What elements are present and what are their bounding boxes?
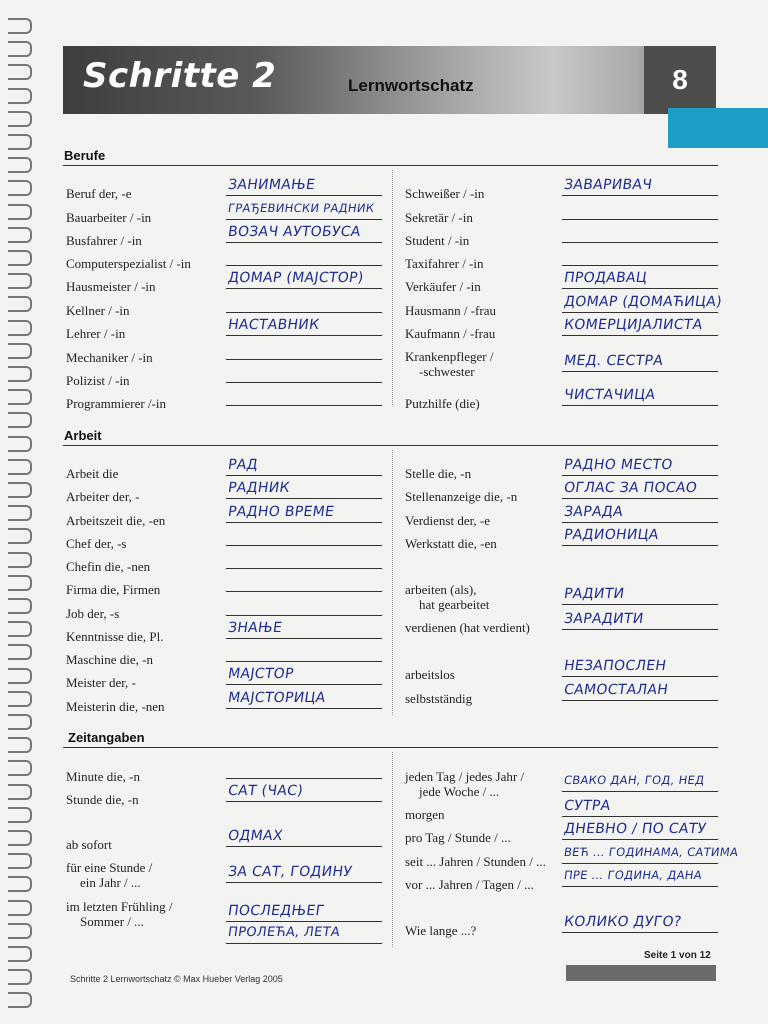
vocab-term: Kaufmann / -frau <box>405 326 496 341</box>
handwritten-answer: ВЕЋ ... ГОДИНАМА, САТИМА <box>563 845 740 859</box>
vocab-term: Lehrer / -in <box>66 326 126 341</box>
answer-line[interactable] <box>226 684 382 685</box>
vocab-term: arbeitslos <box>405 667 455 682</box>
handwritten-answer: САТ (ЧАС) <box>226 783 305 799</box>
spiral-ring <box>8 853 32 869</box>
spiral-ring <box>8 459 32 475</box>
answer-line[interactable] <box>562 335 718 336</box>
vocab-term: Polizist / -in <box>66 373 130 388</box>
spiral-ring <box>8 412 32 428</box>
handwritten-answer: ЗАВАРИВАЧ <box>562 177 654 193</box>
answer-line[interactable] <box>226 265 382 266</box>
answer-line[interactable] <box>562 791 718 792</box>
vocab-term: Mechaniker / -in <box>66 350 153 365</box>
footer-bar <box>566 965 716 981</box>
vocab-term: Stellenanzeige die, -n <box>405 489 518 504</box>
answer-line[interactable] <box>562 545 718 546</box>
vocab-term: Chefin die, -nen <box>66 559 151 574</box>
spiral-ring <box>8 923 32 939</box>
answer-line[interactable] <box>226 778 382 779</box>
spiral-ring <box>8 111 32 127</box>
spiral-ring <box>8 41 32 57</box>
column-divider <box>392 752 393 947</box>
handwritten-answer: ДОМАР (ДОМАЋИЦА) <box>562 294 723 310</box>
spiral-ring <box>8 343 32 359</box>
vocab-term: Stelle die, -n <box>405 466 472 481</box>
spiral-ring <box>8 668 32 684</box>
handwritten-answer: ГРАЂЕВИНСКИ РАДНИК <box>227 201 376 215</box>
handwritten-answer: КОМЕРЦИЈАЛИСТА <box>562 317 704 333</box>
vocab-term: vor ... Jahren / Tagen / ... <box>405 877 534 892</box>
vocab-term: morgen <box>405 807 445 822</box>
section-title-zeitangaben: Zeitangaben <box>68 730 145 745</box>
answer-line[interactable] <box>226 242 382 243</box>
spiral-ring <box>8 18 32 34</box>
vocab-term: pro Tag / Stunde / ... <box>405 830 511 845</box>
answer-line[interactable] <box>226 498 382 499</box>
vocab-term-continued: hat gearbeitet <box>419 597 490 612</box>
handwritten-answer: МАЈСТОРИЦА <box>226 690 327 706</box>
handwritten-answer: ЗАРАДИТИ <box>562 611 645 627</box>
answer-line[interactable] <box>226 335 382 336</box>
handwritten-answer: ОГЛАС ЗА ПОСАО <box>562 480 699 496</box>
spiral-ring <box>8 969 32 985</box>
spiral-binding <box>0 18 40 1018</box>
vocab-term: Computerspezialist / -in <box>66 256 191 271</box>
spiral-ring <box>8 88 32 104</box>
answer-line[interactable] <box>226 219 382 220</box>
spiral-ring <box>8 528 32 544</box>
spiral-ring <box>8 134 32 150</box>
vocab-term-continued: Sommer / ... <box>80 914 144 929</box>
vocab-term: Hausmeister / -in <box>66 279 156 294</box>
section-title-arbeit: Arbeit <box>64 428 102 443</box>
handwritten-answer: ЗАНИМАЊЕ <box>226 177 317 193</box>
spiral-ring <box>8 760 32 776</box>
vocab-term: Kenntnisse die, Pl. <box>66 629 164 644</box>
handwritten-answer: ДОМАР (МАЈСТОР) <box>226 270 365 286</box>
vocab-term: Schweißer / -in <box>405 186 485 201</box>
answer-line[interactable] <box>562 816 718 817</box>
section-rule <box>63 165 718 166</box>
answer-line[interactable] <box>562 522 718 523</box>
answer-line[interactable] <box>226 195 382 196</box>
vocab-term-continued: jede Woche / ... <box>419 784 500 799</box>
answer-line[interactable] <box>226 615 382 616</box>
handwritten-answer: ЧИСТАЧИЦА <box>562 387 657 403</box>
handwritten-answer: НЕЗАПОСЛЕН <box>562 658 668 674</box>
answer-line[interactable] <box>562 242 718 243</box>
accent-tab <box>668 108 768 148</box>
vocab-term: Student / -in <box>405 233 470 248</box>
answer-line[interactable] <box>562 629 718 630</box>
handwritten-answer: ОДМАХ <box>226 828 284 844</box>
answer-line[interactable] <box>226 475 382 476</box>
vocab-term: Bauarbeiter / -in <box>66 210 152 225</box>
answer-line[interactable] <box>226 545 382 546</box>
vocab-term: Taxifahrer / -in <box>405 256 484 271</box>
spiral-ring <box>8 320 32 336</box>
answer-line[interactable] <box>562 676 718 677</box>
vocab-term: Programmierer /-in <box>66 396 166 411</box>
vocab-term: für eine Stunde / <box>66 860 153 875</box>
spiral-ring <box>8 946 32 962</box>
vocab-term: verdienen (hat verdient) <box>405 620 530 635</box>
answer-line[interactable] <box>226 405 382 406</box>
spiral-ring <box>8 505 32 521</box>
answer-line[interactable] <box>562 932 718 933</box>
section-title-berufe: Berufe <box>64 148 106 163</box>
vocab-term: ab sofort <box>66 837 112 852</box>
answer-line[interactable] <box>226 591 382 592</box>
vocab-term: Stunde die, -n <box>66 792 139 807</box>
answer-line[interactable] <box>226 882 382 883</box>
spiral-ring <box>8 227 32 243</box>
vocab-term: seit ... Jahren / Stunden / ... <box>405 854 546 869</box>
vocab-term: Beruf der, -e <box>66 186 132 201</box>
vocab-term: Kellner / -in <box>66 303 130 318</box>
vocab-term: jeden Tag / jedes Jahr / <box>405 769 525 784</box>
spiral-ring <box>8 180 32 196</box>
answer-line[interactable] <box>226 661 382 662</box>
spiral-ring <box>8 366 32 382</box>
answer-line[interactable] <box>562 863 718 864</box>
handwritten-answer: МЕД. СЕСТРА <box>562 353 665 369</box>
answer-line[interactable] <box>562 219 718 220</box>
spiral-ring <box>8 644 32 660</box>
handwritten-answer: РАДИОНИЦА <box>562 527 660 543</box>
brand-title: Schritte 2 <box>83 56 277 96</box>
answer-line[interactable] <box>562 700 718 701</box>
answer-line[interactable] <box>226 382 382 383</box>
spiral-ring <box>8 900 32 916</box>
vocab-term: Verdienst der, -e <box>405 513 491 528</box>
spiral-ring <box>8 389 32 405</box>
section-rule <box>63 747 718 748</box>
handwritten-answer: ВОЗАЧ АУТОБУСА <box>226 224 362 240</box>
vocab-term-continued: -schwester <box>419 364 475 379</box>
vocab-term: Sekretär / -in <box>405 210 473 225</box>
vocab-term: Putzhilfe (die) <box>405 396 480 411</box>
answer-line[interactable] <box>562 195 718 196</box>
spiral-ring <box>8 575 32 591</box>
answer-line[interactable] <box>226 359 382 360</box>
answer-line[interactable] <box>226 801 382 802</box>
vocab-term: Firma die, Firmen <box>66 582 161 597</box>
page-number: Seite 1 von 12 <box>644 950 711 961</box>
answer-line[interactable] <box>226 288 382 289</box>
page-subtitle: Lernwortschatz <box>348 76 474 95</box>
spiral-ring <box>8 598 32 614</box>
vocab-term: Verkäufer / -in <box>405 279 481 294</box>
chapter-number: 8 <box>644 46 716 114</box>
vocab-term: Arbeitszeit die, -en <box>66 513 166 528</box>
spiral-ring <box>8 204 32 220</box>
vocab-term: Krankenpfleger / <box>405 349 494 364</box>
vocab-term: Job der, -s <box>66 606 120 621</box>
spiral-ring <box>8 737 32 753</box>
handwritten-answer: ПРОЛЕЋА, ЛЕТА <box>226 925 341 940</box>
handwritten-answer: ЗА САТ, ГОДИНУ <box>226 864 354 880</box>
handwritten-answer: РАДНИК <box>226 480 291 496</box>
vocab-term: Meister der, - <box>66 675 136 690</box>
answer-line[interactable] <box>226 708 382 709</box>
handwritten-answer: СУТРА <box>562 798 612 814</box>
page-header <box>63 46 716 114</box>
spiral-ring <box>8 830 32 846</box>
handwritten-answer: РАДНО ВРЕМЕ <box>226 504 336 520</box>
vocab-term: Wie lange ...? <box>405 923 477 938</box>
handwritten-answer: ПРОДАВАЦ <box>562 270 649 286</box>
spiral-ring <box>8 552 32 568</box>
handwritten-answer: ЗАРАДА <box>562 504 625 520</box>
vocab-term: arbeiten (als), <box>405 582 477 597</box>
answer-line[interactable] <box>226 638 382 639</box>
answer-line[interactable] <box>226 943 382 944</box>
handwritten-answer: ЗНАЊЕ <box>226 620 284 636</box>
answer-line[interactable] <box>226 568 382 569</box>
answer-line[interactable] <box>226 522 382 523</box>
answer-line[interactable] <box>226 846 382 847</box>
vocab-term-continued: ein Jahr / ... <box>80 875 141 890</box>
vocab-term: im letzten Frühling / <box>66 899 173 914</box>
handwritten-answer: ДНЕВНО / ПО САТУ <box>562 821 708 837</box>
spiral-ring <box>8 157 32 173</box>
vocab-term: Maschine die, -n <box>66 652 154 667</box>
answer-line[interactable] <box>562 839 718 840</box>
answer-line[interactable] <box>562 312 718 313</box>
vocab-term: Meisterin die, -nen <box>66 699 165 714</box>
vocab-term: Werkstatt die, -en <box>405 536 497 551</box>
answer-line[interactable] <box>226 921 382 922</box>
spiral-ring <box>8 992 32 1008</box>
spiral-ring <box>8 64 32 80</box>
answer-line[interactable] <box>562 498 718 499</box>
answer-line[interactable] <box>562 265 718 266</box>
section-rule <box>63 445 718 446</box>
handwritten-answer: РАДИТИ <box>562 586 626 602</box>
column-divider <box>392 170 393 405</box>
vocab-term: Minute die, -n <box>66 769 141 784</box>
vocab-term: selbstständig <box>405 691 473 706</box>
vocab-term: Hausmann / -frau <box>405 303 496 318</box>
copyright-note: Schritte 2 Lernwortschatz © Max Hueber Verlag 2005 <box>70 974 283 984</box>
handwritten-answer: ПРЕ ... ГОДИНА, ДАНА <box>563 868 703 882</box>
answer-line[interactable] <box>562 288 718 289</box>
handwritten-answer: КОЛИКО ДУГО? <box>562 914 683 930</box>
handwritten-answer: САМОСТАЛАН <box>562 682 670 698</box>
handwritten-answer: НАСТАВНИК <box>226 317 321 333</box>
vocab-term: Arbeiter der, - <box>66 489 140 504</box>
spiral-ring <box>8 621 32 637</box>
handwritten-answer: МАЈСТОР <box>226 666 295 682</box>
vocab-term: Busfahrer / -in <box>66 233 142 248</box>
spiral-ring <box>8 714 32 730</box>
handwritten-answer: РАД <box>226 457 259 473</box>
answer-line[interactable] <box>562 886 718 887</box>
spiral-ring <box>8 296 32 312</box>
answer-line[interactable] <box>562 475 718 476</box>
handwritten-answer: СВАКО ДАН, ГОД, НЕД <box>563 773 706 787</box>
spiral-ring <box>8 807 32 823</box>
answer-line[interactable] <box>562 604 718 605</box>
vocab-term: Arbeit die <box>66 466 119 481</box>
spiral-ring <box>8 273 32 289</box>
spiral-ring <box>8 691 32 707</box>
spiral-ring <box>8 482 32 498</box>
answer-line[interactable] <box>226 312 382 313</box>
spiral-ring <box>8 876 32 892</box>
vocab-term: Chef der, -s <box>66 536 127 551</box>
answer-line[interactable] <box>562 405 718 406</box>
answer-line[interactable] <box>562 371 718 372</box>
handwritten-answer: ПОСЛЕДЊЕГ <box>226 903 326 919</box>
spiral-ring <box>8 250 32 266</box>
spiral-ring <box>8 784 32 800</box>
handwritten-answer: РАДНО МЕСТО <box>562 457 674 473</box>
spiral-ring <box>8 436 32 452</box>
column-divider <box>392 450 393 715</box>
